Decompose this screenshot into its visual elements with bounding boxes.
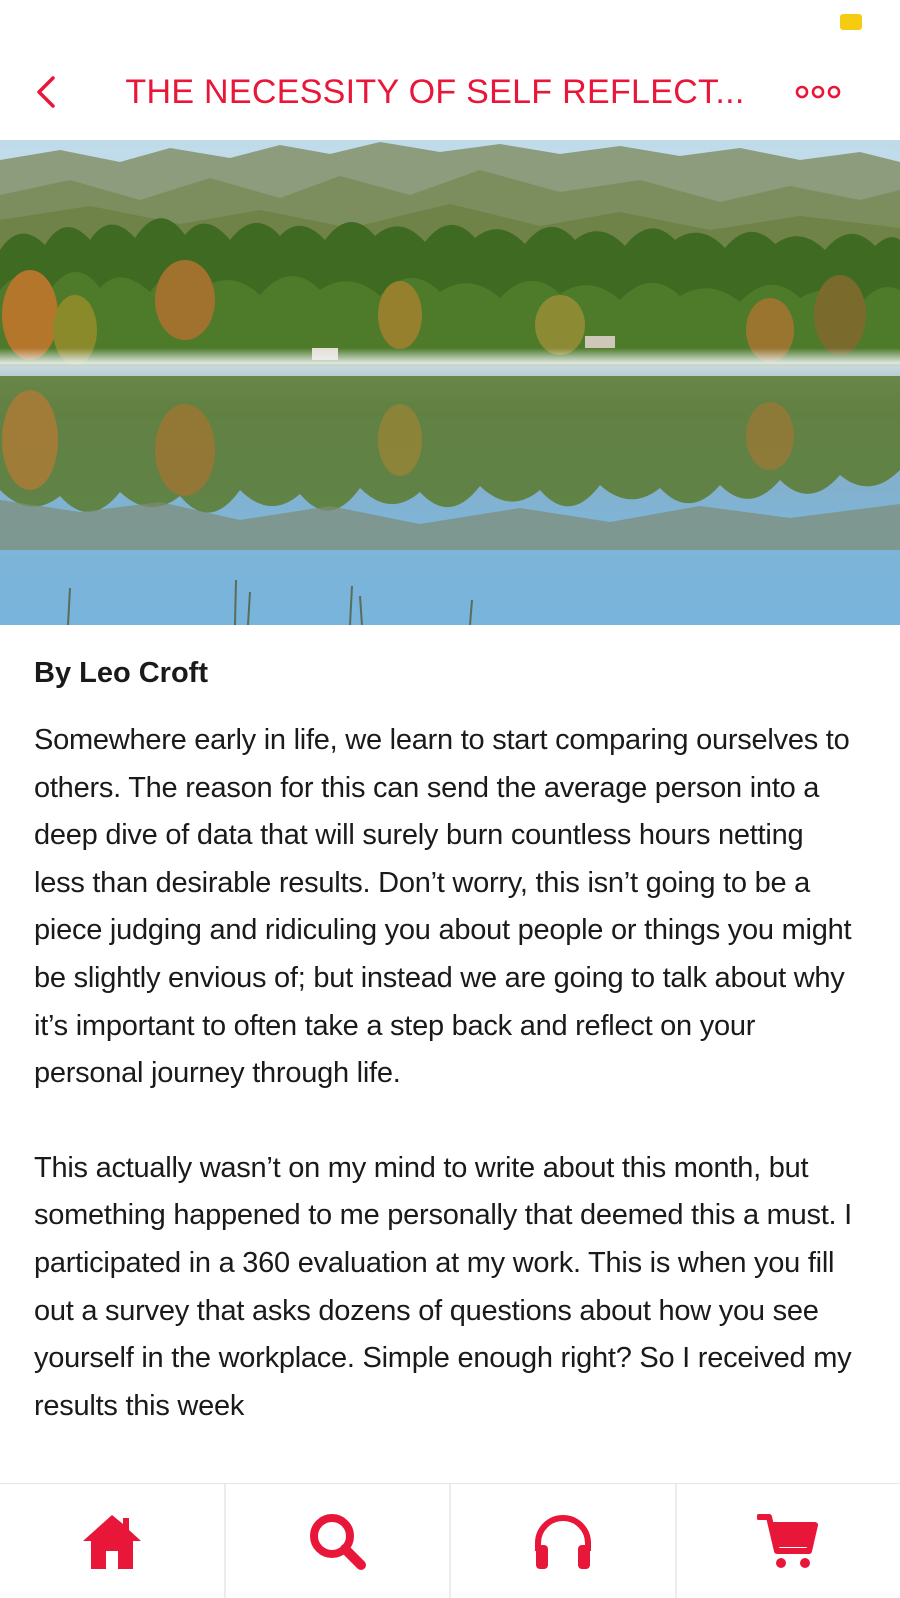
article-paragraph: This actually wasn’t on my mind to write about this month, but something happened to me personally that deemed this a must. I participated in a 360 evaluation at my work. This is when you fill out a survey that asks dozens of questions about how you see yourself in the workplace. Simple enough right? So I received my results this week bbox=[34, 1151, 852, 1422]
page-title: THE NECESSITY OF SELF REFLECT... bbox=[125, 73, 745, 111]
byline: By Leo Croft bbox=[34, 657, 208, 689]
header bbox=[0, 44, 900, 140]
nav-audio[interactable] bbox=[449, 1484, 675, 1598]
nav-home[interactable] bbox=[0, 1484, 224, 1598]
nav-cart[interactable] bbox=[675, 1484, 900, 1598]
lake-landscape-image bbox=[0, 140, 900, 625]
more-dots-icon bbox=[794, 82, 842, 102]
article-body bbox=[34, 625, 860, 1430]
status-bar bbox=[0, 0, 900, 44]
article-paragraph: Somewhere early in life, we learn to start comparing ourselves to others. The reason for this can send the average person into a deep dive of data that will surely burn countless hours netting less than desirable results. Don’t worry, this isn’t going to be a piece judging and ridiculing you about people or things you might be slightly envious of; but instead we are going to talk about why it’s important to often take a step back and reflect on your personal journey through life. bbox=[34, 724, 852, 1090]
chevron-left-icon bbox=[31, 72, 61, 112]
hero-image bbox=[0, 140, 900, 625]
search-icon bbox=[307, 1511, 367, 1571]
back-button[interactable] bbox=[18, 64, 74, 120]
bottom-nav bbox=[0, 1483, 900, 1598]
nav-search[interactable] bbox=[224, 1484, 450, 1598]
home-icon bbox=[81, 1511, 143, 1571]
cart-icon bbox=[757, 1511, 819, 1571]
more-options-button[interactable] bbox=[786, 64, 850, 120]
battery-icon bbox=[840, 14, 862, 30]
headphones-icon bbox=[532, 1511, 594, 1571]
